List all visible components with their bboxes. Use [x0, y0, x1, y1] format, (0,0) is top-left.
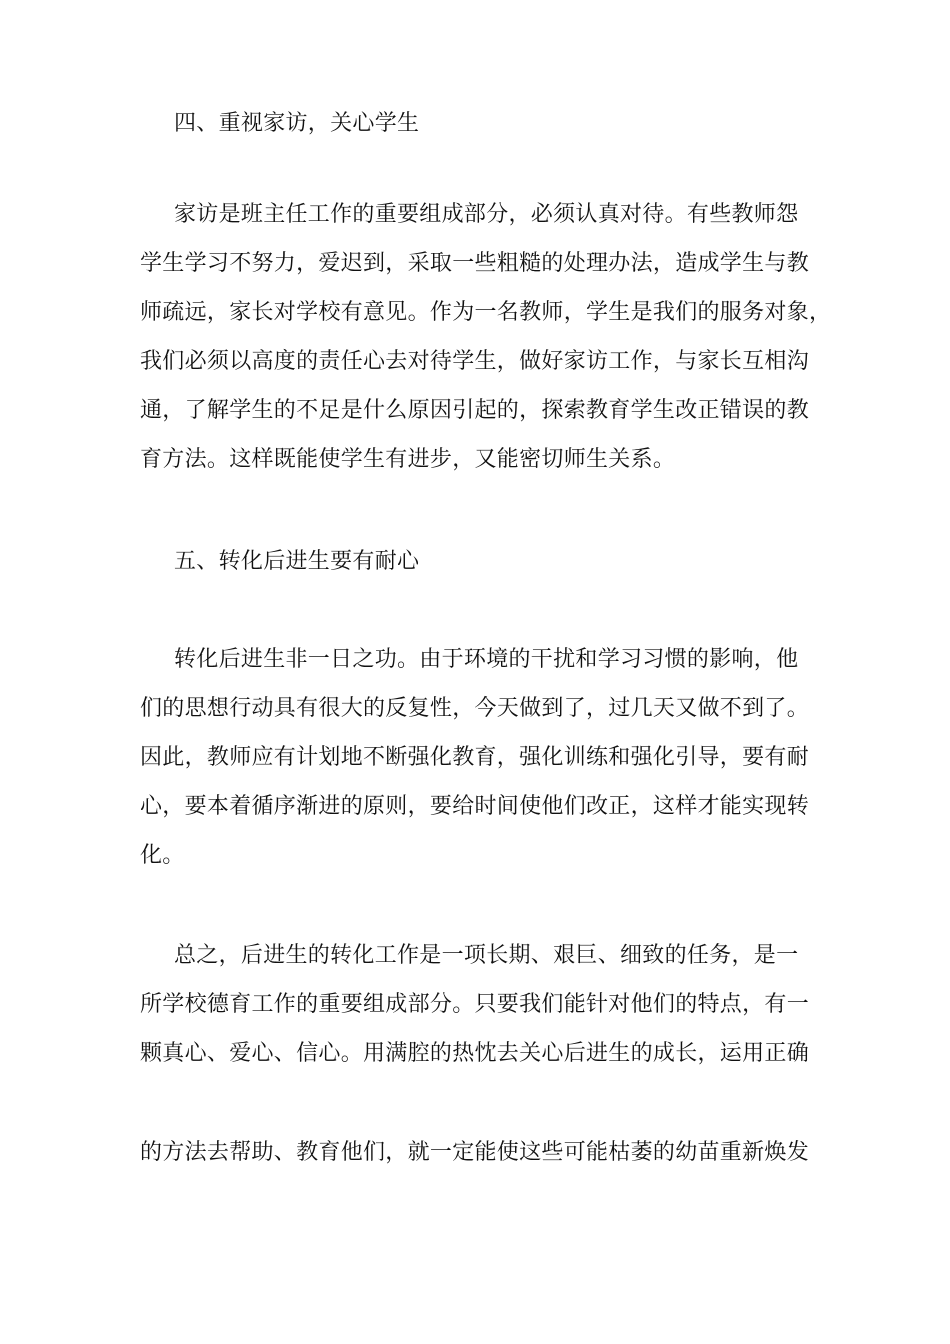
section-heading-5: 五、转化后进生要有耐心 — [174, 549, 420, 574]
paragraph-line: 总之，后进生的转化工作是一项长期、艰巨、细致的任务，是一 — [174, 943, 799, 968]
paragraph-line: 们的思想行动具有很大的反复性，今天做到了，过几天又做不到了。 — [140, 696, 810, 721]
paragraph-line: 心，要本着循序渐进的原则，要给时间使他们改正，这样才能实现转 — [140, 794, 810, 819]
paragraph-line: 转化后进生非一日之功。由于环境的干扰和学习习惯的影响，他 — [174, 647, 799, 672]
section-heading-4: 四、重视家访，关心学生 — [174, 111, 420, 136]
paragraph-line: 化。 — [140, 843, 185, 868]
paragraph-line: 我们必须以高度的责任心去对待学生，做好家访工作，与家长互相沟 — [140, 349, 810, 374]
paragraph-line: 育方法。这样既能使学生有进步，又能密切师生关系。 — [140, 447, 676, 472]
paragraph-line: 通，了解学生的不足是什么原因引起的，探索教育学生改正错误的教 — [140, 398, 810, 423]
paragraph-line: 师疏远，家长对学校有意见。作为一名教师，学生是我们的服务对象， — [140, 300, 832, 325]
paragraph-line: 家访是班主任工作的重要组成部分，必须认真对待。有些教师怨 — [174, 202, 799, 227]
paragraph-line: 学生学习不努力，爱迟到，采取一些粗糙的处理办法，造成学生与教 — [140, 251, 810, 276]
paragraph-line: 所学校德育工作的重要组成部分。只要我们能针对他们的特点，有一 — [140, 992, 810, 1017]
paragraph-line: 颗真心、爱心、信心。用满腔的热忱去关心后进生的成长，运用正确 — [140, 1041, 810, 1066]
paragraph-line: 因此，教师应有计划地不断强化教育，强化训练和强化引导，要有耐 — [140, 745, 810, 770]
paragraph-line: 的方法去帮助、教育他们，就一定能使这些可能枯萎的幼苗重新焕发 — [140, 1140, 810, 1165]
